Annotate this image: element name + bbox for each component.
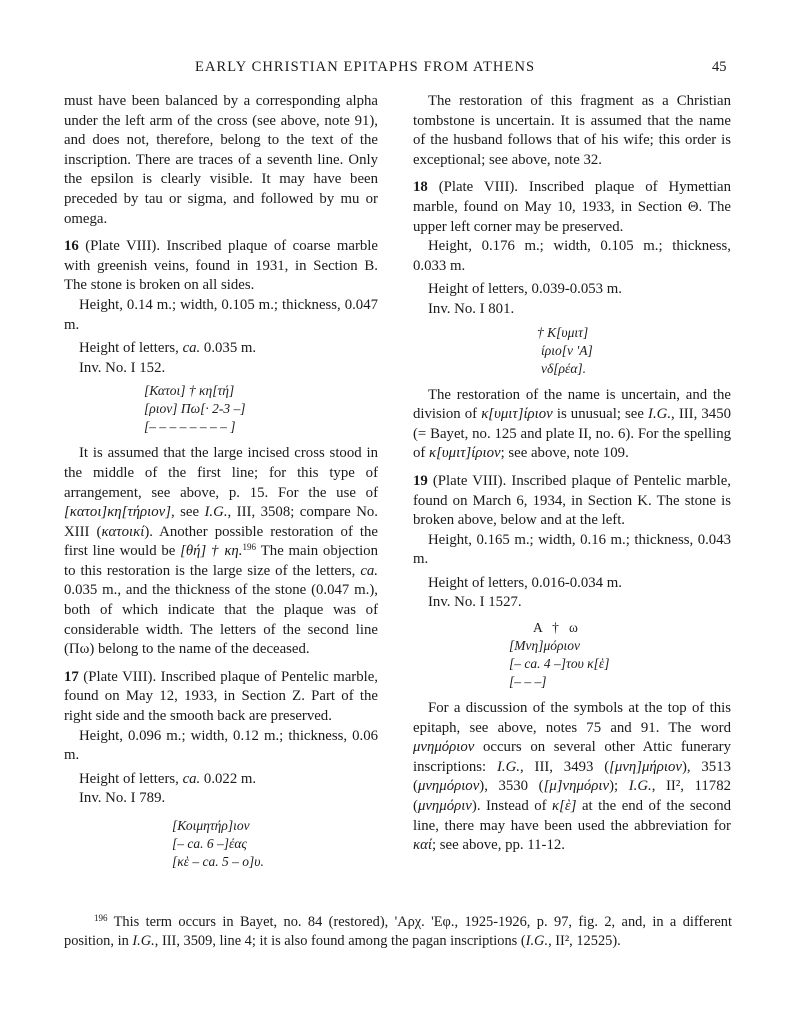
- entry-18-heading: 18 (Plate VIII). Inscribed plaque of Hymettian marble, found on May 10, 1933, in Section Θ. The upper left corner may be preserved.: [413, 179, 731, 235]
- inscription-17: [64, 817, 378, 871]
- section-letter: Z: [292, 688, 302, 705]
- inscription-16: [64, 382, 378, 436]
- footnote-196: $^{196}$ This term occurs in Bayet, no. 84 (restored), 'Αρχ. 'Εφ., 1925-1926, p. 97, fig. 2, and, in a different position, in I.G., III, 3509, line 4; it is also found among the pagan inscriptions (I.G., II², 12525).: [64, 913, 732, 949]
- inscription-line: [– ca. 6 –]έας: [172, 836, 247, 851]
- section-letter: B: [364, 257, 375, 274]
- running-title: EARLY CHRISTIAN EPITAPHS FROM ATHENS: [195, 59, 536, 75]
- entry-19-heading: 19 (Plate VIII). Inscribed plaque of Pentelic marble, found on March 6, 1934, in Section K. The stone is broken above, below and at the left.: [413, 472, 731, 529]
- inscription-line: [– – –]: [509, 674, 547, 690]
- entry-number: 19: [413, 472, 428, 489]
- entry-18-inventory: Inv. No. I 801.: [428, 300, 515, 317]
- section-letter: Θ: [687, 198, 699, 215]
- inscription-line: [Κατοι] † κη[τή]: [144, 383, 235, 399]
- inscription-line: [– ca. 4 –]του κ[ὲ]: [509, 656, 610, 672]
- entry-16-letter-height: Height of letters, ca. 0.035 m.: [79, 340, 257, 357]
- entry-16-heading: 16 (Plate VIII). Inscribed plaque of coarse marble with greenish veins, found in 1931, in Section B. The stone is broken on all sides.: [64, 238, 378, 294]
- section-letter: K: [637, 492, 648, 509]
- entry-number: 16: [64, 238, 79, 255]
- entry-16-discussion: It is assumed that the large incised cross stood in the middle of the first line; for this type of arrangement, see above, p. 15. For the use of [κατοι]κη[τήριον], see I.G., III, 3508; compare No. XIII (κατοικί). Another possible restoration of the first line would be [θή] † κη.$^{196}$ The main objection to this restoration is the large size of the letters, ca. 0.035 m., and the thickness of the stone (0.047 m.), both of which indicate that the plaque was of considerable width. The letters of the second line (Πω) belong to the name of the deceased.: [64, 445, 378, 658]
- running-header: [0, 59, 792, 81]
- inscription-line: [κὲ – ca. 5 – ο]υ.: [172, 854, 264, 869]
- footnote-ref: 196: [242, 542, 256, 553]
- footnote-number: 196: [94, 913, 108, 923]
- right-column: [413, 92, 731, 856]
- fragment-paragraph: The restoration of this fragment as a Christian tombstone is uncertain. It is assumed that the name of the husband follows that of his wife; this order is exceptional; see above, note 32.: [413, 93, 731, 168]
- entry-18-dimensions: Height, 0.176 m.; width, 0.105 m.; thickness, 0.033 m.: [413, 238, 731, 274]
- inscription-line: † Κ[υμιτ]: [537, 324, 589, 340]
- entry-18-letter-height: Height of letters, 0.039-0.053 m.: [428, 281, 622, 298]
- inscription-19: [413, 619, 731, 691]
- entry-number: 17: [64, 668, 79, 685]
- entry-17-dimensions: Height, 0.096 m.; width, 0.12 m.; thickness, 0.06 m.: [64, 727, 378, 764]
- inscription-line: [ριον] Πω[· 2-3 –]: [144, 401, 246, 417]
- page-number: 45: [712, 59, 727, 75]
- inscription-line: [Κοιμητήρ]ιον: [172, 818, 250, 833]
- entry-16-dimensions: Height, 0.14 m.; width, 0.105 m.; thickness, 0.047 m.: [64, 296, 378, 333]
- intro-paragraph: must have been balanced by a corresponding alpha under the left arm of the cross (see above, note 91), and does not, therefore, belong to the text of the inscription. There are traces of a seventh line. Only the epsilon is clearly visible. It may have been preceded by tau or sigma, and followed by mu or omega.: [64, 93, 378, 227]
- entry-16-inventory: Inv. No. I 152.: [79, 359, 166, 376]
- entry-19-letter-height: Height of letters, 0.016-0.034 m.: [428, 574, 622, 591]
- entry-number: 18: [413, 179, 428, 196]
- inscription-18: [413, 324, 731, 378]
- entry-19-dimensions: Height, 0.165 m.; width, 0.16 m.; thickness, 0.043 m.: [413, 531, 731, 568]
- left-column: [64, 92, 378, 871]
- footnote: [64, 913, 732, 951]
- inscription-symbols: Α † ω: [533, 620, 578, 636]
- entry-19-inventory: Inv. No. I 1527.: [428, 594, 522, 611]
- inscription-line: ίριο[ν 'Α]: [541, 342, 593, 358]
- entry-19-discussion: For a discussion of the symbols at the top of this epitaph, see above, notes 75 and 91. The word μνημόριον occurs on several other Attic funerary inscriptions: I.G., III, 3493 ([μνη]μήριον), 3513 (μνημόριον), 3530 ([μ]νημόριν); I.G., II², 11782 (μνημόριν). Instead of κ[ὲ] at the end of the second line, there may have been used the abbreviation for καί; see above, pp. 11-12.: [413, 700, 731, 854]
- entry-17-heading: 17 (Plate VIII). Inscribed plaque of Pentelic marble, found on May 12, 1933, in Section Z. Part of the right side and the smooth back are preserved.: [64, 668, 378, 725]
- inscription-line: [Μνη]μόριον: [509, 638, 580, 654]
- entry-17-inventory: Inv. No. I 789.: [79, 790, 166, 807]
- entry-18-discussion: The restoration of the name is uncertain, and the division of κ[υμιτ]ίριον is unusual; see I.G., III, 3450 (= Bayet, no. 125 and plate II, no. 6). For the spelling of κ[υμιτ]ίριον; see above, note 109.: [413, 386, 731, 462]
- entry-17-letter-height: Height of letters, ca. 0.022 m.: [79, 770, 257, 787]
- inscription-line: [– – – – – – – – ]: [144, 419, 236, 435]
- inscription-line: νδ[ρέα].: [541, 360, 587, 376]
